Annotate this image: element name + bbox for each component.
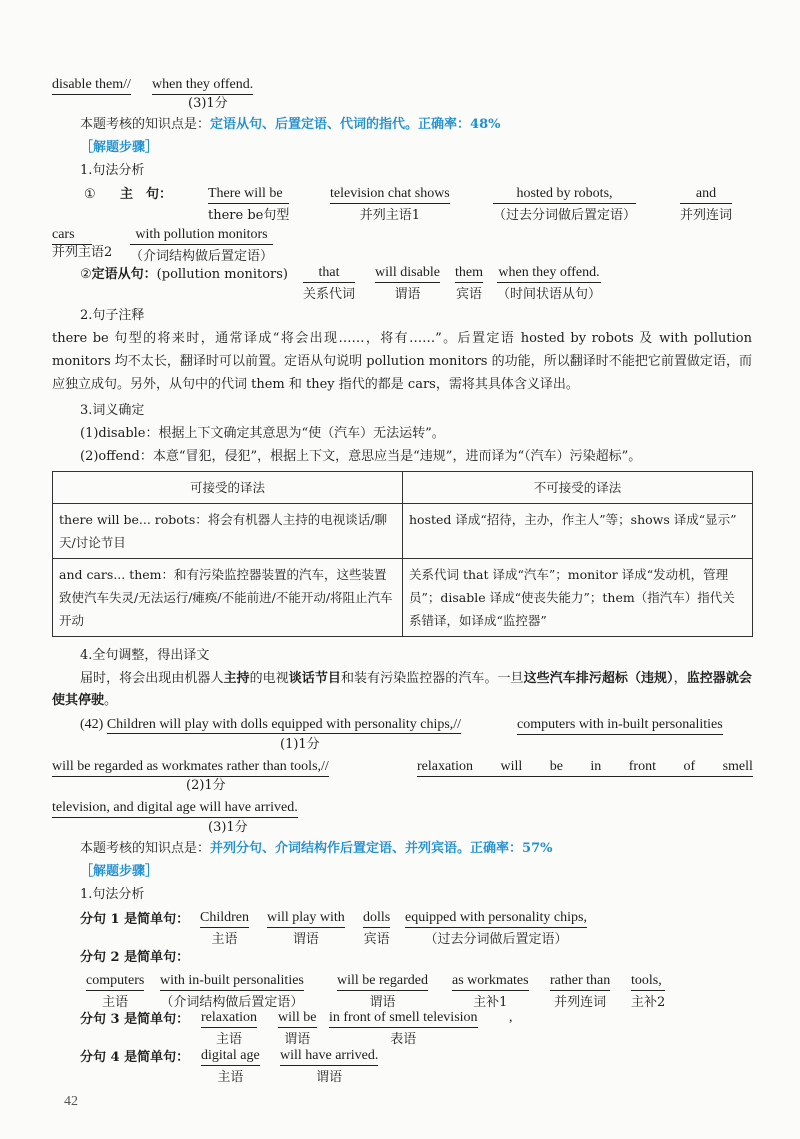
q42-sentence-line1 — [80, 717, 461, 733]
q42-number: (42) — [80, 717, 104, 732]
segment-role: 表语 — [390, 1032, 417, 1047]
syntax-segment — [452, 973, 529, 1010]
q42-step1-title: 1.句法分析 — [80, 887, 145, 902]
segment-role: 谓语 — [284, 1032, 311, 1047]
clause3-tail: , — [509, 1010, 513, 1025]
q42-segment-2: computers with in-built personalities — [517, 717, 723, 735]
q42-score-3: (3)1分 — [208, 820, 248, 835]
syntax-segment — [330, 186, 450, 223]
syntax-segment — [455, 265, 483, 302]
table-header-unacceptable: 不可接受的译法 — [403, 472, 753, 504]
knowledge-prefix: 本题考核的知识点是： — [80, 117, 211, 132]
relative-antecedent: (pollution monitors) — [156, 267, 288, 282]
segment-role: 主补2 — [631, 995, 666, 1010]
syntax-segment — [201, 1048, 260, 1085]
q41-step4-title: 4.全句调整，得出译文 — [80, 648, 210, 663]
syntax-segment — [680, 186, 732, 223]
word: of — [683, 759, 696, 774]
segment-en: rather than — [550, 973, 610, 991]
segment-role: 主语 — [102, 995, 129, 1010]
q42-knowledge-line — [80, 841, 552, 857]
segment-en: computers — [86, 973, 144, 991]
syntax-segment — [405, 910, 587, 947]
q41-step2-text: there be 句型的将来时，通常译成“将会出现……，将有……”。后置定语 hosted by robots 及 with pollution monitors 均不太长，翻译时可以前置。定语从句说明 pollution monitors 的功能，所以翻译时不能把它前置做定语，而应独立成句。另外，从句中的代词 them 和 they 指代的都是 cars，需将其具体含义译出。 — [52, 331, 752, 392]
q41-step3-item1: (1)disable：根据上下文确定其意思为“使（汽车）无法运转”。 — [80, 426, 445, 441]
q41-knowledge-line — [80, 117, 500, 133]
segment-en: will play with — [267, 910, 345, 928]
table-row — [53, 504, 753, 559]
q41-step2-title: 2.句子注释 — [80, 308, 145, 323]
syntax-segment — [329, 1010, 478, 1047]
q41-score-3: (3)1分 — [188, 96, 228, 111]
table-cell-unacceptable: 关系代词 that 译成“汽车”；monitor 译成“发动机，管理员”；disable 译成“使丧失能力”；them（指汽车）指代关系错译，如译成“监控器” — [403, 559, 753, 637]
knowledge-prefix: 本题考核的知识点是： — [80, 841, 211, 856]
relative-clause-title: 定语从句： — [91, 267, 157, 282]
syntax-segment — [280, 1048, 378, 1085]
page-number: 42 — [64, 1094, 78, 1109]
q42-segment-1: Children will play with dolls equipped with personality chips,// — [106, 717, 462, 732]
q41-step3-title: 3.词义确定 — [80, 403, 145, 418]
segment-en: Children — [200, 910, 249, 928]
table-header-row — [53, 472, 753, 504]
translation-text: 。 — [104, 693, 118, 708]
segment-en: will disable — [375, 265, 440, 283]
accuracy-rate: 正确率：57% — [470, 841, 553, 856]
segment-role: 主补1 — [473, 995, 508, 1010]
segment-en: digital age — [201, 1048, 260, 1066]
syntax-segment — [631, 973, 665, 1010]
segment-en: television chat shows — [330, 186, 450, 204]
segment-en: will be regarded — [337, 973, 428, 991]
segment-en: tools, — [631, 973, 665, 991]
translation-text: 届时，将会出现由机器人 — [80, 671, 224, 686]
syntax-segment — [278, 1010, 317, 1047]
syntax-segment — [267, 910, 345, 947]
segment-en: will be — [278, 1010, 317, 1028]
syntax-segment — [337, 973, 428, 1010]
syntax-segment — [208, 186, 289, 223]
syntax-segment — [363, 910, 390, 947]
syntax-segment — [375, 265, 440, 302]
translation-text: 的电视 — [249, 671, 289, 686]
segment-role: （时间状语从句） — [497, 287, 602, 302]
segment-role: 并列主语2 — [52, 245, 113, 260]
q42-segment-5: television, and digital age will have arrived. — [52, 800, 298, 818]
segment-role: （过去分词做后置定语） — [493, 208, 637, 223]
segment-en: relaxation — [201, 1010, 257, 1028]
clause2-label: 分句 2 是简单句： — [80, 950, 190, 965]
segment-role: 并列主语1 — [359, 208, 421, 223]
syntax-segment — [200, 910, 249, 947]
translation-bold: 这些汽车排污超标（违规） — [523, 671, 674, 686]
syntax-segment — [497, 265, 601, 302]
word: front — [628, 759, 656, 774]
word: be — [549, 759, 563, 774]
segment-role: 谓语 — [369, 995, 396, 1010]
q42-segment-4 — [417, 759, 753, 777]
knowledge-points: 定语从句、后置定语、代词的指代。 — [210, 117, 419, 132]
segment-role: 谓语 — [394, 287, 421, 302]
table-cell-acceptable: and cars... them：和有污染监控器装置的汽车，这些装置致使汽车失灵/无法运行/瘫痪/不能前进/不能开动/将阻止汽车开动 — [53, 559, 403, 637]
accuracy-rate: 正确率：48% — [418, 117, 501, 132]
q42-segment-3: will be regarded as workmates rather than tools,// — [52, 759, 329, 777]
segment-role: （过去分词做后置定语） — [424, 932, 568, 947]
q41-step1-title: 1.句法分析 — [80, 163, 145, 178]
q41-steps-header: ［解题步骤］ — [80, 140, 159, 155]
relative-clause-circle: ② — [80, 267, 92, 282]
syntax-segment — [160, 973, 304, 1010]
segment-en: when they offend. — [497, 265, 601, 283]
word: relaxation — [417, 759, 473, 774]
segment-en: in front of smell television — [329, 1010, 478, 1028]
word: smell — [722, 759, 753, 774]
segment-role: 关系代词 — [303, 287, 356, 302]
segment-role: 主语 — [211, 932, 238, 947]
segment-en: and — [680, 186, 732, 204]
segment-role: 主语 — [217, 1070, 244, 1085]
translation-table — [52, 471, 753, 637]
q42-score-2: (2)1分 — [186, 778, 226, 793]
translation-text: ， — [673, 671, 687, 686]
segment-en: with in-built personalities — [160, 973, 304, 991]
segment-role: 宾语 — [363, 932, 390, 947]
syntax-segment — [303, 265, 355, 302]
segment-en: hosted by robots, — [493, 186, 636, 204]
segment-en: There will be — [208, 186, 289, 204]
main-clause-label: 主 句： — [120, 187, 173, 202]
syntax-segment — [550, 973, 610, 1010]
table-cell-unacceptable: hosted 译成“招待，主办，作主人”等；shows 译成“显示” — [403, 504, 753, 559]
translation-text: 和装有污染监控器的汽车。一旦 — [340, 671, 524, 686]
segment-role: 主语 — [215, 1032, 242, 1047]
table-row — [53, 559, 753, 637]
segment-role: 并列连词 — [554, 995, 607, 1010]
segment-en: with pollution monitors — [130, 227, 273, 245]
segment-role: （介词结构做后置定语） — [130, 249, 274, 264]
segment-en: them — [455, 265, 483, 283]
segment-en: dolls — [363, 910, 390, 928]
table-header-acceptable: 可接受的译法 — [53, 472, 403, 504]
clause4-label: 分句 4 是简单句： — [80, 1050, 190, 1065]
q41-fragment-disable-them: disable them// — [52, 77, 131, 95]
q41-step3-item2: (2)offend：本意“冒犯，侵犯”，根据上下文，意思应当是“违规”，进而译为“（汽车）污染超标”。 — [80, 449, 642, 464]
segment-en: cars — [52, 227, 92, 245]
translation-bold: 谈话节目 — [288, 671, 341, 686]
segment-role: 宾语 — [455, 287, 482, 302]
segment-role: 并列连词 — [680, 208, 733, 223]
segment-en: equipped with personality chips, — [405, 910, 587, 928]
knowledge-points: 并列分句、介词结构作后置定语、并列宾语。 — [210, 841, 471, 856]
segment-role: there be句型 — [208, 208, 290, 223]
clause3-label: 分句 3 是简单句： — [80, 1012, 190, 1027]
segment-en: as workmates — [452, 973, 529, 991]
clause1-label: 分句 1 是简单句： — [80, 912, 190, 927]
translation-bold: 监控器就会使其停驶 — [52, 671, 752, 708]
segment-role: 谓语 — [292, 932, 319, 947]
main-clause-circle: ① — [84, 187, 96, 202]
syntax-segment — [493, 186, 636, 223]
syntax-segment — [130, 227, 273, 264]
q42-score-1: (1)1分 — [280, 737, 320, 752]
table-cell-acceptable: there will be... robots：将会有机器人主持的电视谈话/聊天/讨论节目 — [53, 504, 403, 559]
segment-en: will have arrived. — [280, 1048, 378, 1066]
syntax-segment — [201, 1010, 257, 1047]
syntax-segment — [86, 973, 144, 1010]
word: in — [590, 759, 602, 774]
segment-role: （介词结构做后置定语） — [160, 995, 304, 1010]
syntax-segment — [52, 227, 112, 261]
segment-en: that — [303, 265, 355, 283]
q41-final-translation — [52, 668, 752, 712]
q42-steps-header: ［解题步骤］ — [80, 864, 159, 879]
segment-role: 谓语 — [316, 1070, 343, 1085]
q41-fragment-when-they-offend: when they offend. — [152, 77, 253, 95]
relative-clause-label — [80, 267, 288, 283]
word: will — [500, 759, 523, 774]
translation-bold: 主持 — [223, 671, 250, 686]
